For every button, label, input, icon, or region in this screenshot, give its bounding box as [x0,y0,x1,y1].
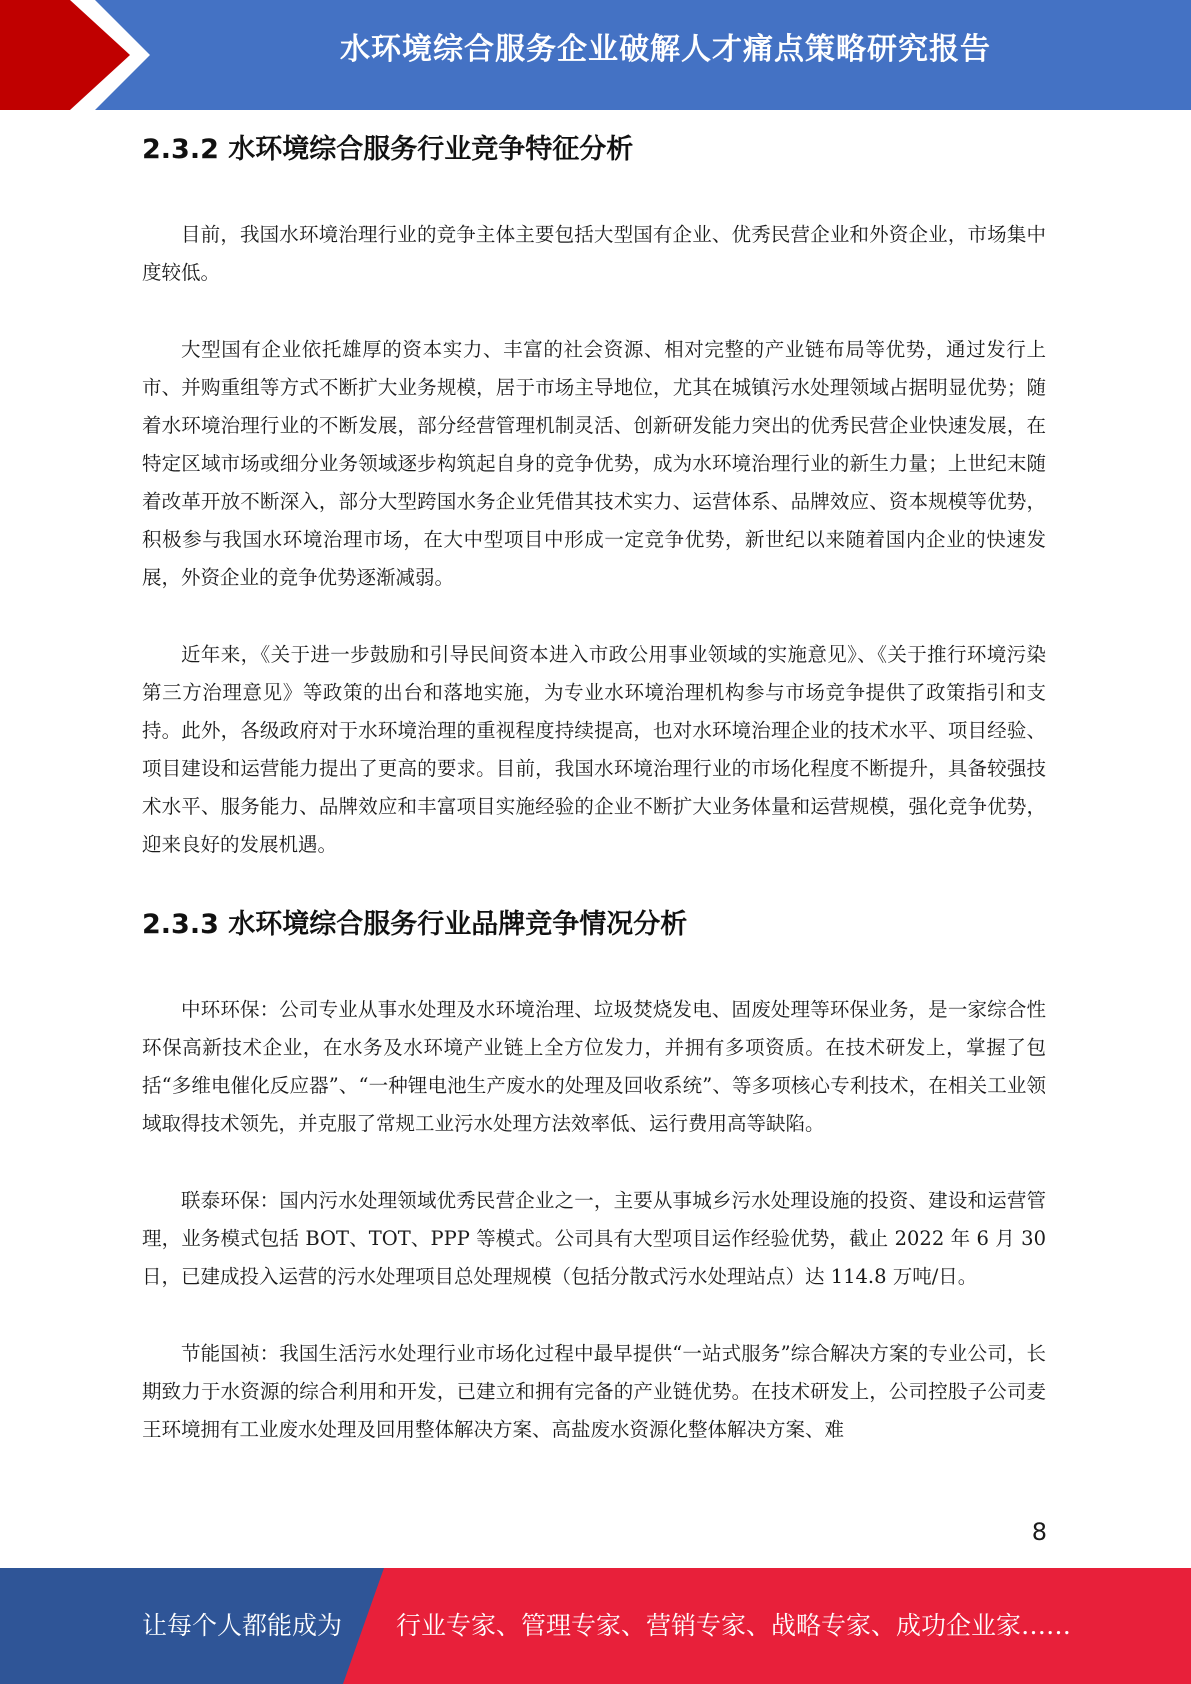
section-heading-2-3-3: 2.3.3 水环境综合服务行业品牌竞争情况分析 [142,909,688,940]
footer-slogan-left: 让每个人都能成为 [142,1611,343,1640]
document-body [142,128,1046,1488]
chevron-arrow-icon [0,0,160,110]
section-heading-2-3-2: 2.3.2 水环境综合服务行业竞争特征分析 [142,134,634,165]
page-number: 8 [1031,1518,1047,1546]
paragraph: 联泰环保：国内污水处理领域优秀民营企业之一，主要从事城乡污水处理设施的投资、建设和运营管理，业务模式包括 BOT、TOT、PPP 等模式。公司具有大型项目运作经验优势，截止 2022 年 6 月 30 日，已建成投入运营的污水处理项目总处理规模（包括分散式污水处理站点）达 114.8 万吨/日。 [142,1189,1046,1288]
report-title: 水环境综合服务企业破解人才痛点策略研究报告 [340,32,991,67]
paragraph: 大型国有企业依托雄厚的资本实力、丰富的社会资源、相对完整的产业链布局等优势，通过发行上市、并购重组等方式不断扩大业务规模，居于市场主导地位，尤其在城镇污水处理领域占据明显优势；随着水环境治理行业的不断发展，部分经营管理机制灵活、创新研发能力突出的优秀民营企业快速发展，在特定区域市场或细分业务领域逐步构筑起自身的竞争优势，成为水环境治理行业的新生力量；上世纪末随着改革开放不断深入，部分大型跨国水务企业凭借其技术实力、运营体系、品牌效应、资本规模等优势，积极参与我国水环境治理市场，在大中型项目中形成一定竞争优势，新世纪以来随着国内企业的快速发展，外资企业的竞争优势逐渐减弱。 [142,338,1046,589]
paragraph: 近年来，《关于进一步鼓励和引导民间资本进入市政公用事业领域的实施意见》、《关于推行环境污染第三方治理意见》等政策的出台和落地实施，为专业水环境治理机构参与市场竞争提供了政策指引和支持。此外，各级政府对于水环境治理的重视程度持续提高，也对水环境治理企业的技术水平、项目经验、项目建设和运营能力提出了更高的要求。目前，我国水环境治理行业的市场化程度不断提升，具备较强技术水平、服务能力、品牌效应和丰富项目实施经验的企业不断扩大业务体量和运营规模，强化竞争优势，迎来良好的发展机遇。 [142,643,1046,856]
header-banner [0,0,1191,110]
footer-slogan-right: 行业专家、管理专家、营销专家、战略专家、成功企业家…… [396,1611,1072,1640]
paragraph: 中环环保：公司专业从事水处理及水环境治理、垃圾焚烧发电、固废处理等环保业务，是一家综合性环保高新技术企业，在水务及水环境产业链上全方位发力，并拥有多项资质。在技术研发上，掌握了包括“多维电催化反应器”、“一种锂电池生产废水的处理及回收系统”、等多项核心专利技术，在相关工业领域取得技术领先，并克服了常规工业污水处理方法效率低、运行费用高等缺陷。 [142,998,1046,1135]
paragraph: 节能国祯：我国生活污水处理行业市场化过程中最早提供“一站式服务”综合解决方案的专业公司，长期致力于水资源的综合利用和开发，已建立和拥有完备的产业链优势。在技术研发上，公司控股子公司麦王环境拥有工业废水处理及回用整体解决方案、高盐废水资源化整体解决方案、难 [142,1342,1046,1441]
paragraph: 目前，我国水环境治理行业的竞争主体主要包括大型国有企业、优秀民营企业和外资企业，市场集中度较低。 [142,223,1046,284]
footer-banner [0,1568,1191,1684]
